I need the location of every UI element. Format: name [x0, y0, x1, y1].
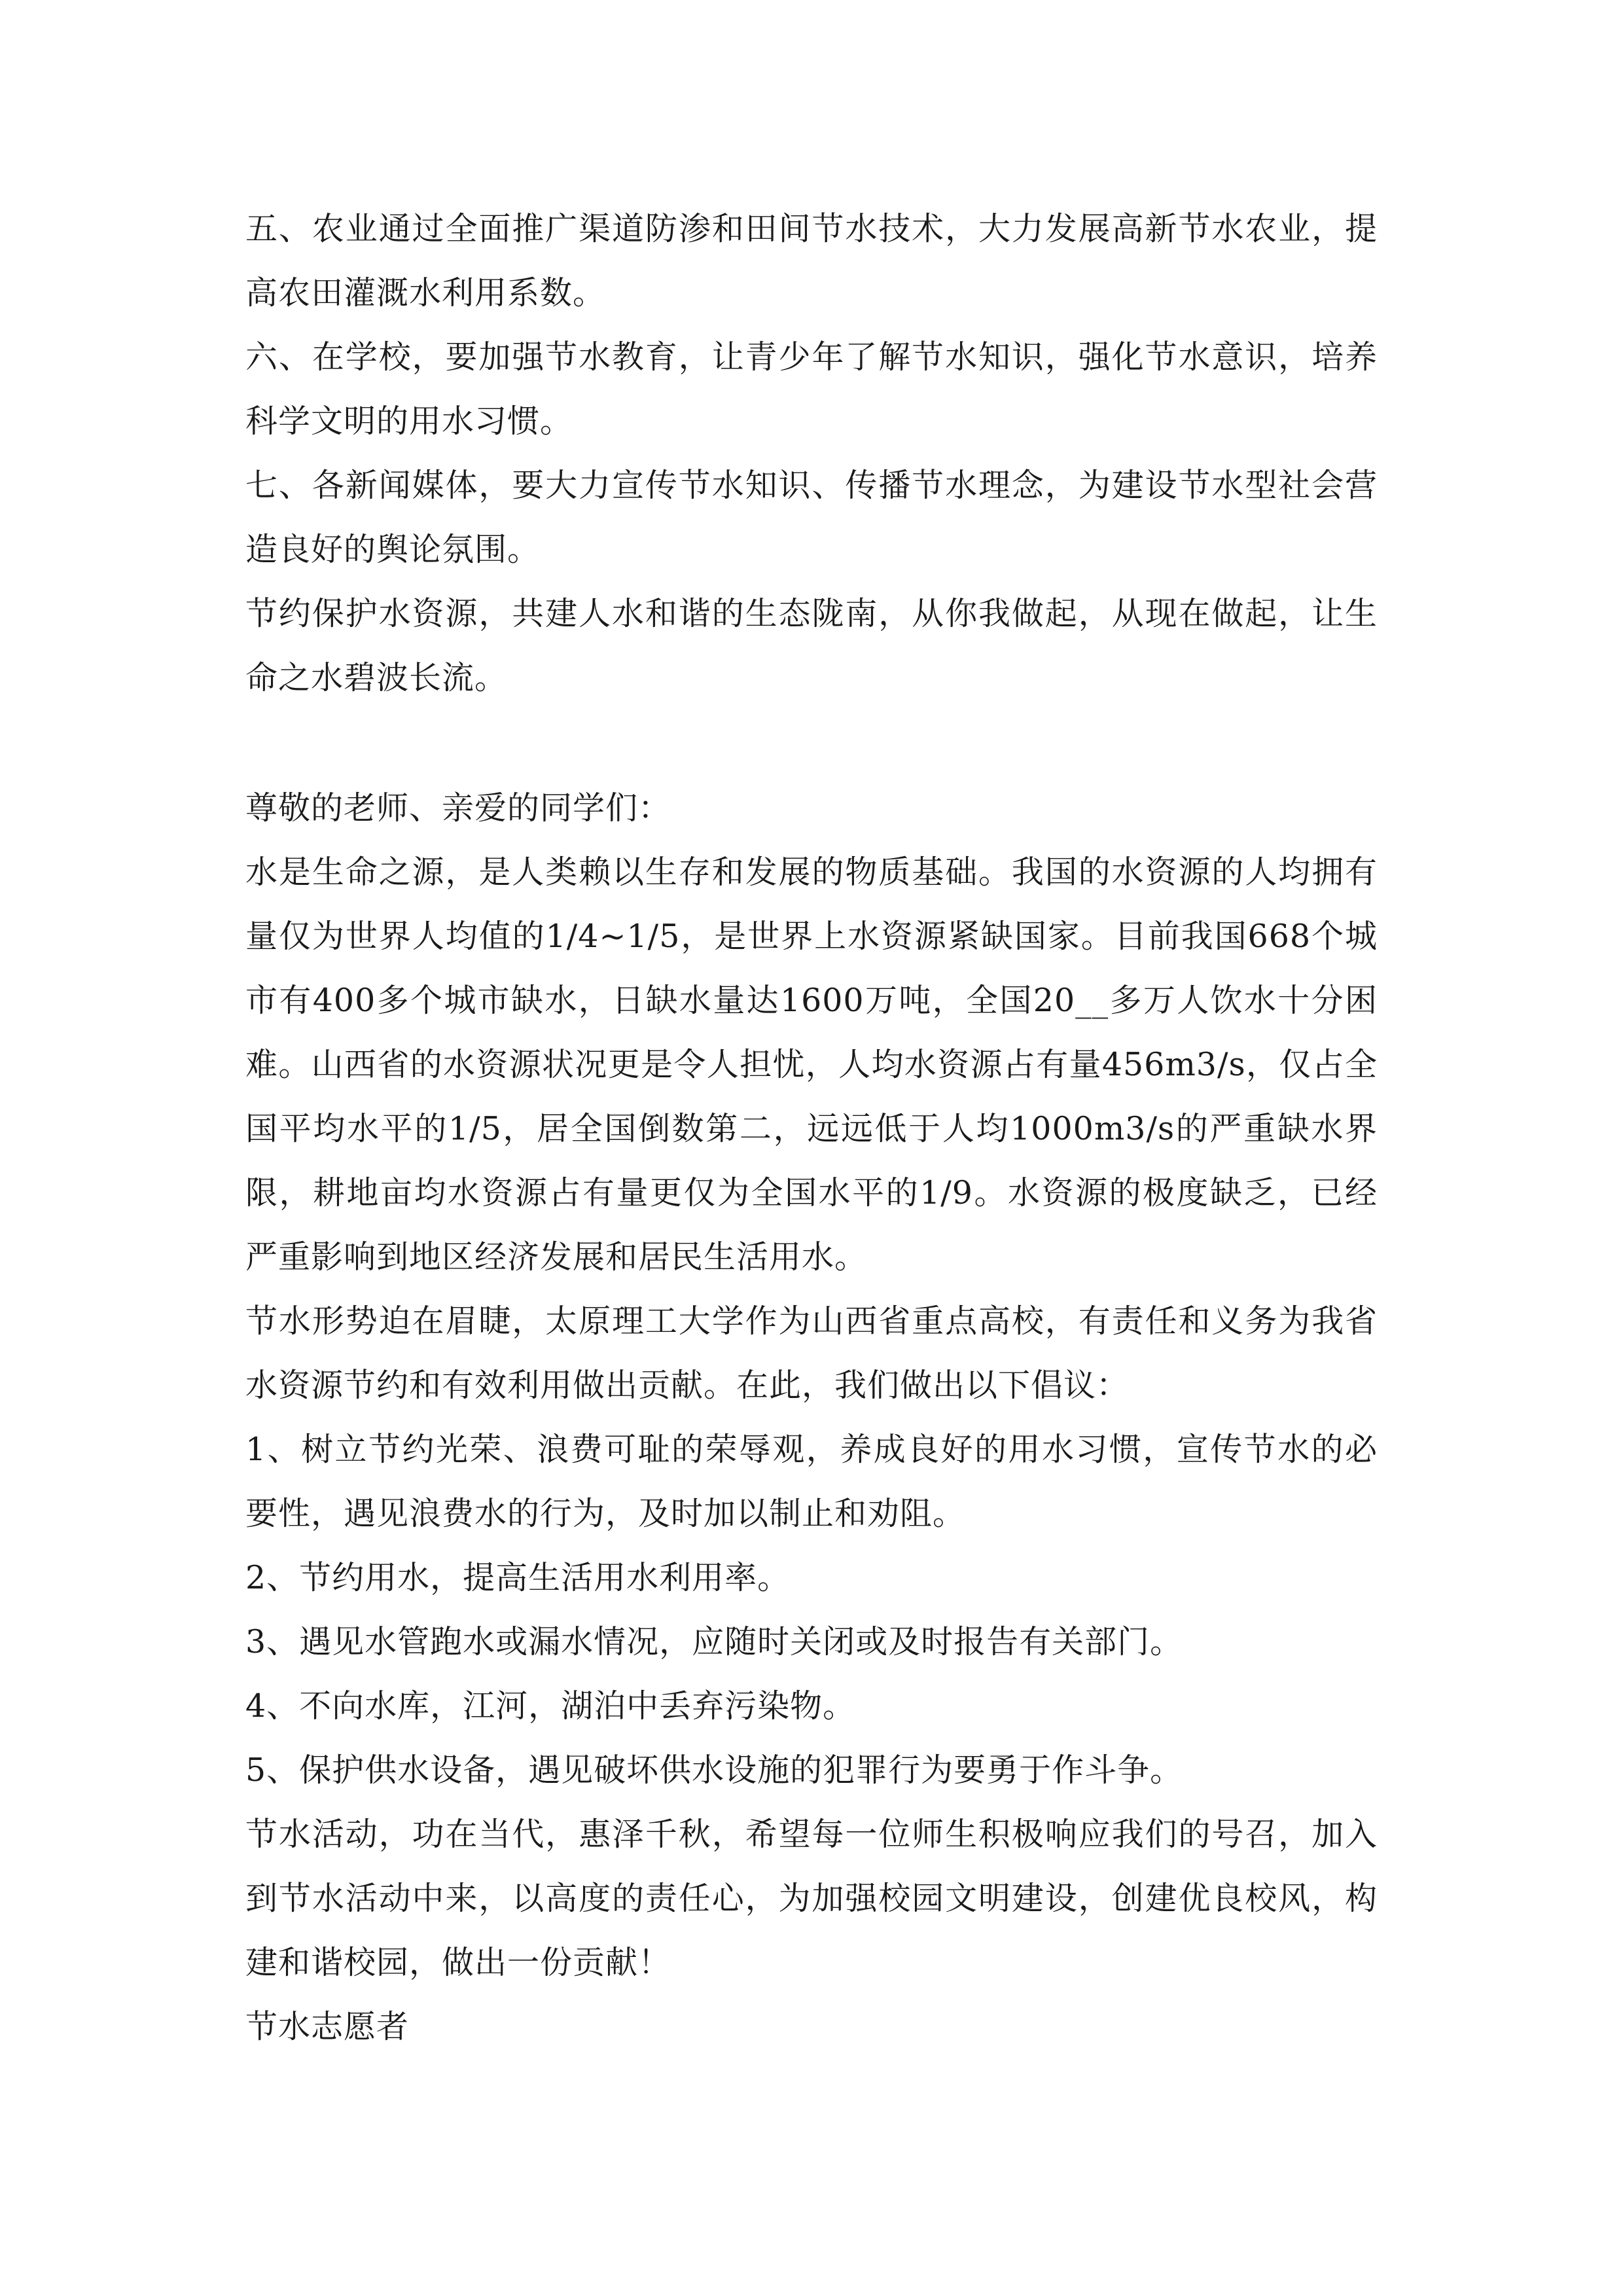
proposal-item-4: 4、不向水库，江河，湖泊中丢弃污染物。 [245, 1687, 856, 1725]
greeting: 尊敬的老师、亲爱的同学们： [245, 789, 671, 827]
paragraph-proposal-intro: 节水形势迫在眉睫，太原理工大学作为山西省重点高校，有责任和义务为我省水资源节约和有效利用做出贡献。在此，我们做出以下倡议： [245, 1302, 1378, 1404]
signature: 节水志愿者 [245, 2008, 410, 2045]
proposal-item-5: 5、保护供水设备，遇见破坏供水设施的犯罪行为要勇于作斗争。 [245, 1751, 1183, 1789]
paragraph-schools: 六、在学校，要加强节水教育，让青少年了解节水知识，强化节水意识，培养科学文明的用水习惯。 [245, 338, 1378, 440]
section-water-measures [245, 197, 1378, 710]
paragraph-agriculture: 五、农业通过全面推广渠道防渗和田间节水技术，大力发展高新节水农业，提高农田灌溉水利用系数。 [245, 210, 1378, 312]
paragraph-closing-call: 节约保护水资源，共建人水和谐的生态陇南，从你我做起，从现在做起，让生命之水碧波长流。 [245, 595, 1378, 696]
paragraph-media: 七、各新闻媒体，要大力宣传节水知识、传播节水理念，为建设节水型社会营造良好的舆论氛围。 [245, 467, 1378, 568]
proposal-item-1: 1、树立节约光荣、浪费可耻的荣辱观，养成良好的用水习惯，宣传节水的必要性，遇见浪费水的行为，及时加以制止和劝阻。 [245, 1431, 1378, 1532]
section-proposal-letter [245, 776, 1378, 2059]
paragraph-conclusion: 节水活动，功在当代，惠泽千秋，希望每一位师生积极响应我们的号召，加入到节水活动中来，以高度的责任心，为加强校园文明建设，创建优良校风，构建和谐校园，做出一份贡献！ [245, 1816, 1378, 1981]
proposal-item-3: 3、遇见水管跑水或漏水情况，应随时关闭或及时报告有关部门。 [245, 1623, 1183, 1660]
paragraph-water-situation: 水是生命之源，是人类赖以生存和发展的物质基础。我国的水资源的人均拥有量仅为世界人均值的1/4~1/5，是世界上水资源紧缺国家。目前我国668个城市有400多个城市缺水，日缺水量达1600万吨，全国20__多万人饮水十分困难。山西省的水资源状况更是令人担忧，人均水资源占有量456m3/s，仅占全国平均水平的1/5，居全国倒数第二，远远低于人均1000m3/s的严重缺水界限，耕地亩均水资源占有量更仅为全国水平的1/9。水资源的极度缺乏，已经严重影响到地区经济发展和居民生活用水。 [245, 853, 1378, 1276]
proposal-item-2: 2、节约用水，提高生活用水利用率。 [245, 1559, 791, 1596]
